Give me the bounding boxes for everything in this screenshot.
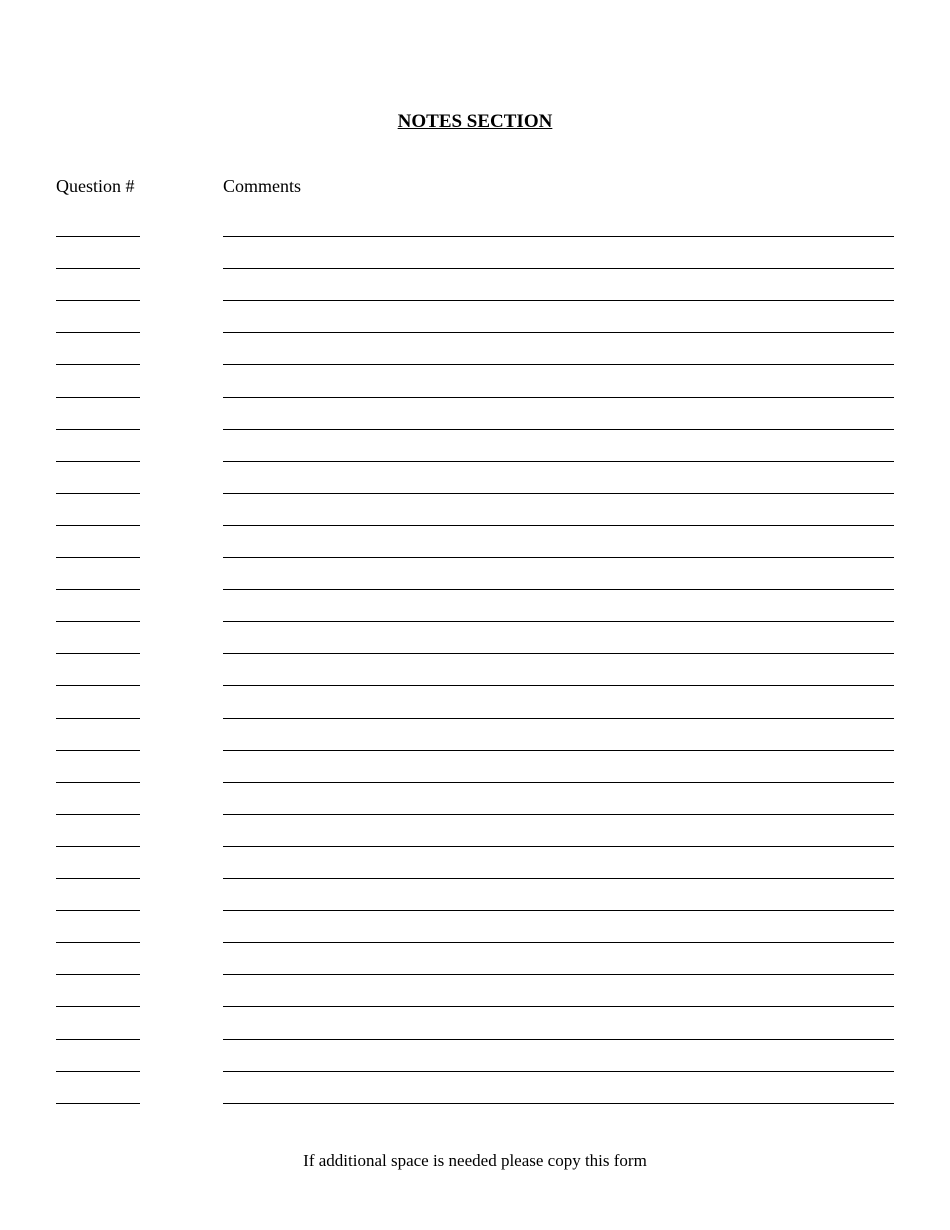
question-number-line[interactable] — [56, 974, 140, 975]
comment-line[interactable] — [223, 1071, 894, 1072]
comment-line[interactable] — [223, 364, 894, 365]
comment-line[interactable] — [223, 782, 894, 783]
note-row — [0, 268, 950, 270]
question-number-line[interactable] — [56, 1071, 140, 1072]
question-number-line[interactable] — [56, 364, 140, 365]
comment-line[interactable] — [223, 1103, 894, 1104]
comment-line[interactable] — [223, 268, 894, 269]
page-title: NOTES SECTION — [397, 111, 553, 132]
question-number-line[interactable] — [56, 1039, 140, 1040]
note-row — [0, 782, 950, 784]
comment-line[interactable] — [223, 1006, 894, 1007]
note-row — [0, 653, 950, 655]
note-row — [0, 685, 950, 687]
comment-line[interactable] — [223, 300, 894, 301]
comment-line[interactable] — [223, 429, 894, 430]
note-row — [0, 589, 950, 591]
comment-line[interactable] — [223, 589, 894, 590]
comment-line[interactable] — [223, 878, 894, 879]
question-number-line[interactable] — [56, 718, 140, 719]
question-number-line[interactable] — [56, 878, 140, 879]
comment-line[interactable] — [223, 685, 894, 686]
comment-line[interactable] — [223, 557, 894, 558]
note-row — [0, 493, 950, 495]
question-number-line[interactable] — [56, 750, 140, 751]
comment-line[interactable] — [223, 332, 894, 333]
note-row — [0, 974, 950, 976]
note-row — [0, 942, 950, 944]
note-row — [0, 397, 950, 399]
question-number-line[interactable] — [56, 236, 140, 237]
note-row — [0, 300, 950, 302]
question-number-line[interactable] — [56, 685, 140, 686]
note-row — [0, 621, 950, 623]
note-row — [0, 461, 950, 463]
question-number-line[interactable] — [56, 846, 140, 847]
question-number-line[interactable] — [56, 653, 140, 654]
question-number-line[interactable] — [56, 332, 140, 333]
question-number-line[interactable] — [56, 589, 140, 590]
question-number-line[interactable] — [56, 300, 140, 301]
comment-line[interactable] — [223, 525, 894, 526]
question-number-line[interactable] — [56, 942, 140, 943]
footer-note: If additional space is needed please copy this form — [303, 1151, 647, 1170]
question-number-line[interactable] — [56, 910, 140, 911]
comment-line[interactable] — [223, 814, 894, 815]
note-row — [0, 1006, 950, 1008]
comment-line[interactable] — [223, 493, 894, 494]
comments-column-header: Comments — [223, 176, 302, 196]
question-number-line[interactable] — [56, 397, 140, 398]
note-row — [0, 910, 950, 912]
note-row — [0, 846, 950, 848]
note-row — [0, 718, 950, 720]
comment-line[interactable] — [223, 653, 894, 654]
note-row — [0, 525, 950, 527]
note-row — [0, 878, 950, 880]
comment-line[interactable] — [223, 974, 894, 975]
note-row — [0, 557, 950, 559]
question-number-line[interactable] — [56, 621, 140, 622]
comment-line[interactable] — [223, 750, 894, 751]
note-row — [0, 429, 950, 431]
question-number-line[interactable] — [56, 782, 140, 783]
note-row — [0, 1039, 950, 1041]
question-number-line[interactable] — [56, 525, 140, 526]
note-row — [0, 236, 950, 238]
question-number-line[interactable] — [56, 461, 140, 462]
question-number-line[interactable] — [56, 814, 140, 815]
comment-line[interactable] — [223, 236, 894, 237]
comment-line[interactable] — [223, 1039, 894, 1040]
comment-line[interactable] — [223, 461, 894, 462]
note-row — [0, 1103, 950, 1105]
note-row — [0, 364, 950, 366]
question-column-header: Question # — [56, 176, 135, 196]
question-number-line[interactable] — [56, 1006, 140, 1007]
comment-line[interactable] — [223, 397, 894, 398]
comment-line[interactable] — [223, 942, 894, 943]
note-row — [0, 1071, 950, 1073]
comment-line[interactable] — [223, 910, 894, 911]
note-row — [0, 332, 950, 334]
comment-line[interactable] — [223, 718, 894, 719]
question-number-line[interactable] — [56, 493, 140, 494]
comment-line[interactable] — [223, 846, 894, 847]
note-row — [0, 814, 950, 816]
comment-line[interactable] — [223, 621, 894, 622]
question-number-line[interactable] — [56, 1103, 140, 1104]
note-row — [0, 750, 950, 752]
question-number-line[interactable] — [56, 557, 140, 558]
question-number-line[interactable] — [56, 268, 140, 269]
question-number-line[interactable] — [56, 429, 140, 430]
